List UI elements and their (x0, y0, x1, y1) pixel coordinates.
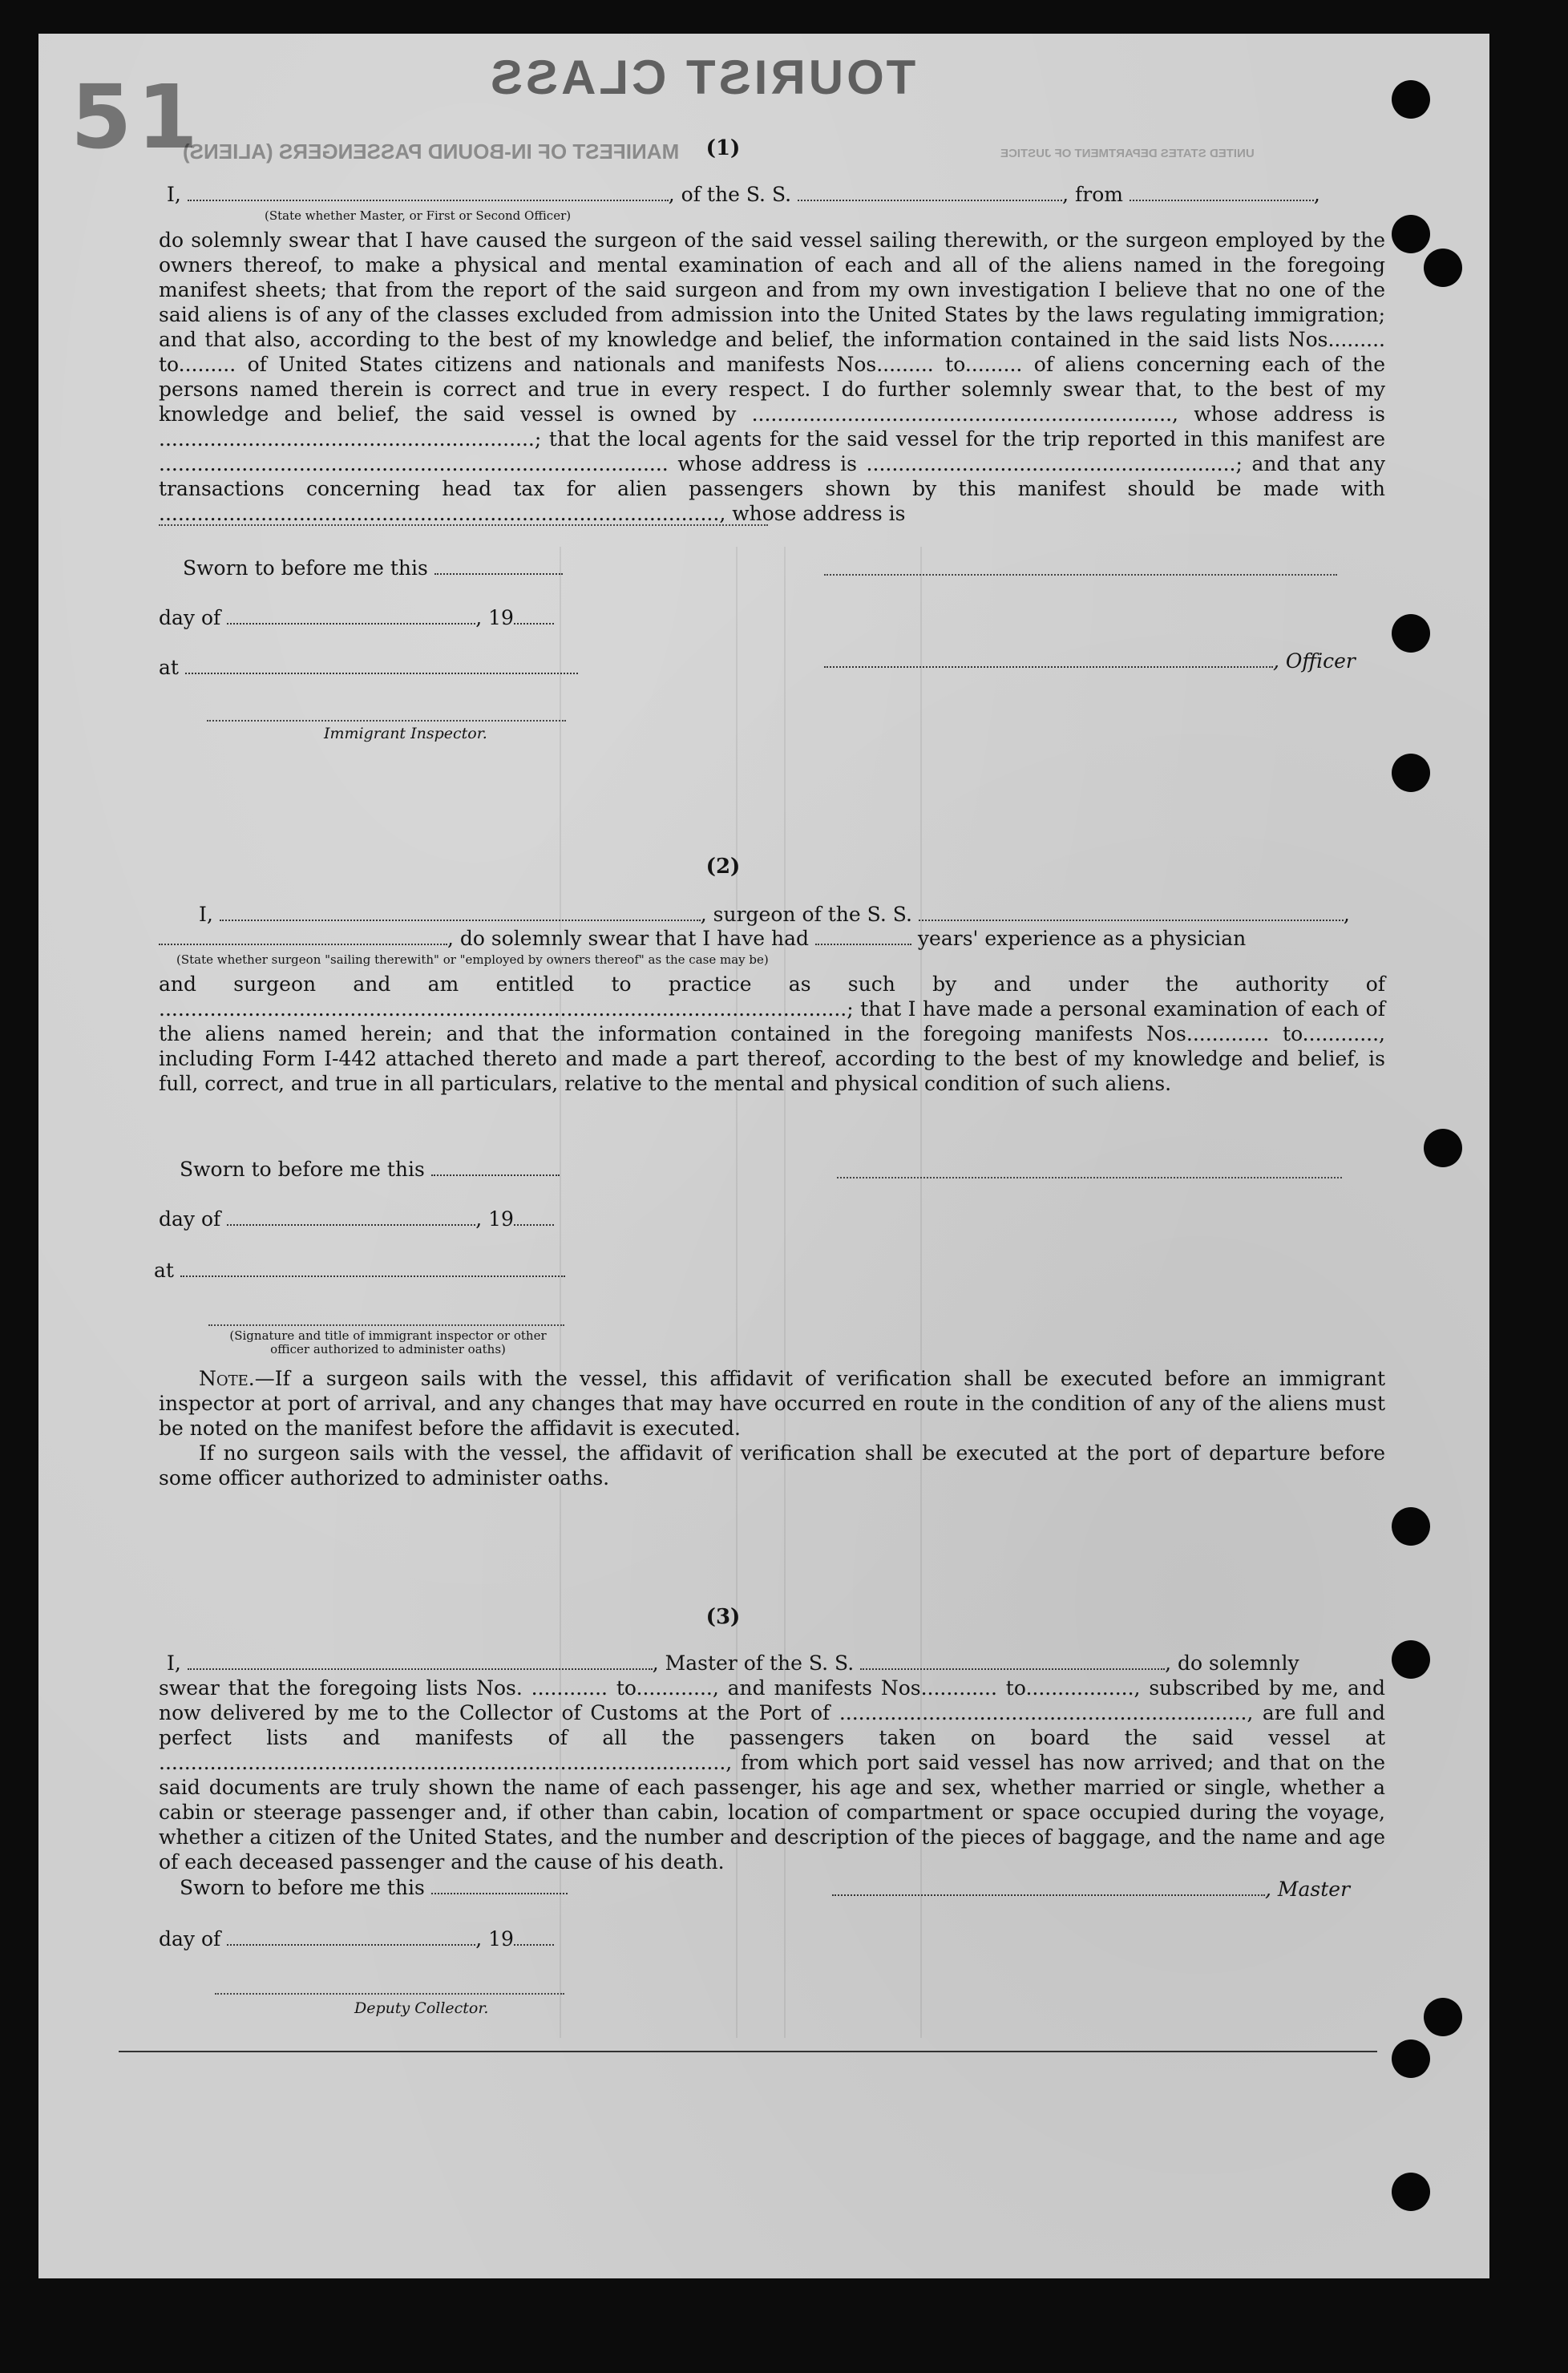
punch-hole (1392, 2039, 1430, 2078)
s1-officer: , Officer (824, 649, 1356, 673)
s3-body: swear that the foregoing lists Nos. ............ to............, and manifests Nos............ to................., subscribed by me, and now delivered by me to the Collector of Customs at the Port of ................................................................, are full and perfect lists and manifests of all the passengers taken on board the said vessel at ........................................................................................., from which port said vessel has now arrived; and that on the said documents are truly shown the name of each passenger, his age and sex, whether married or single, whether a cabin or steerage passenger and, if other than cabin, location of compartment or space occupied during the voyage, whether a citizen of the United States, and the number and description of the pieces of baggage, and the name and age of each deceased passenger and the cause of his death. (159, 1676, 1385, 1874)
s3-master: , Master (832, 1878, 1350, 1902)
note-label: Note. (199, 1367, 255, 1390)
s3-day-of: day of , 19 (159, 1927, 554, 1951)
s2-note: Note.—If a surgeon sails with the vessel, this affidavit of verification shall be executed before an immigrant inspector at port of arrival, and any changes that may have occurred en route in the condition of any of the aliens must be noted on the manifest before the affidavit is executed. If no surgeon sails with the vessel, the affidavit of verification shall be executed at the port of departure before some officer authorized to administer oaths. (159, 1367, 1385, 1490)
s3-line1: I, , Master of the S. S. , do solemnly (167, 1651, 1299, 1675)
punch-hole (1392, 215, 1430, 253)
punch-hole (1424, 249, 1462, 287)
s1-inspector-caption: Immigrant Inspector. (324, 725, 487, 742)
punch-hole (1392, 1640, 1430, 1679)
s2-signature-line (837, 1177, 1342, 1178)
reversed-title: TOURIST CLASS (487, 51, 916, 104)
s2-body: and surgeon and am entitled to practice as such by and under the authority of ............................................................................................................; that I have made a personal examination of each of the aliens named herein; and that the information contained in the foregoing manifests Nos............. to............, including Form I-442 attached thereto and made a part thereof, according to the best of my knowledge and belief, is full, correct, and true in all particulars, relative to the mental and physical condition of such aliens. (159, 972, 1385, 1095)
document-page (38, 34, 1489, 2278)
s1-sworn: Sworn to before me this (183, 556, 563, 580)
stamp-number: 51 (71, 66, 204, 168)
s1-address-line (159, 524, 768, 526)
s1-line1: I, , of the S. S. , from , (167, 183, 1320, 206)
section-1-number: (1) (705, 136, 741, 160)
s3-sworn: Sworn to before me this (180, 1876, 568, 1900)
s2-inspector-line (208, 1324, 564, 1326)
s2-signature-caption: (Signature and title of immigrant inspector or other officer authorized to administer oaths) (229, 1328, 547, 1356)
reversed-department: UNITED STATES DEPARTMENT OF JUSTICE (1000, 147, 1255, 160)
s1-officer-signature-line (824, 574, 1337, 576)
section-3-number: (3) (705, 1605, 741, 1629)
s1-body: do solemnly swear that I have caused the surgeon of the said vessel sailing therewith, or the surgeon employed by the owners thereof, to make a physical and mental examination of each and all of the aliens named in the foregoing manifest sheets; that from the report of the said surgeon and from my own investigation I believe that no one of the said aliens is of any of the classes excluded from admission into the United States by the laws regulating immigration; and that also, according to the best of my knowledge and belief, the information contained in the said lists Nos......... to......... of United States citizens and nationals and manifests Nos......... to......... of aliens concerning each of the persons named therein is correct and true in every respect. I do further solemnly swear that, to the best of my knowledge and belief, the said vessel is owned by .................................................................., whose address is ...........................................................; that the local agents for the said vessel for the trip reported in this manifest are ................................................................................ whose address is ..........................................................; and that any transactions concerning head tax for alien passengers shown by this manifest should be made with ........................................................................................, whose address is (159, 228, 1385, 525)
s2-line1: I, , surgeon of the S. S. , (199, 903, 1350, 926)
s3-collector-line (215, 1993, 564, 1995)
s1-inspector-line (207, 720, 566, 722)
s3-collector-caption: Deputy Collector. (354, 1999, 489, 2017)
reversed-manifest-heading: MANIFEST OF IN-BOUND PASSENGERS (ALIENS) (183, 139, 680, 164)
s2-caption: (State whether surgeon "sailing therewith" or "employed by owners thereof" as the case may be) (176, 952, 769, 967)
section-2-number: (2) (705, 855, 741, 879)
s2-day-of: day of , 19 (159, 1207, 554, 1231)
s1-day-of: day of , 19 (159, 606, 554, 630)
s1-at: at (159, 656, 578, 680)
s2-line2: , do solemnly swear that I have had years' experience as a physician (159, 927, 1246, 951)
s2-sworn: Sworn to before me this (180, 1158, 560, 1182)
punch-hole (1424, 1129, 1462, 1167)
s1-caption: (State whether Master, or First or Second Officer) (265, 208, 572, 223)
punch-hole (1392, 754, 1430, 792)
punch-hole (1392, 80, 1430, 119)
s2-at: at (154, 1259, 565, 1283)
punch-hole (1424, 1998, 1462, 2036)
punch-hole (1392, 1507, 1430, 1546)
punch-hole (1392, 2173, 1430, 2211)
punch-hole (1392, 614, 1430, 653)
bottom-rule (119, 2051, 1377, 2052)
